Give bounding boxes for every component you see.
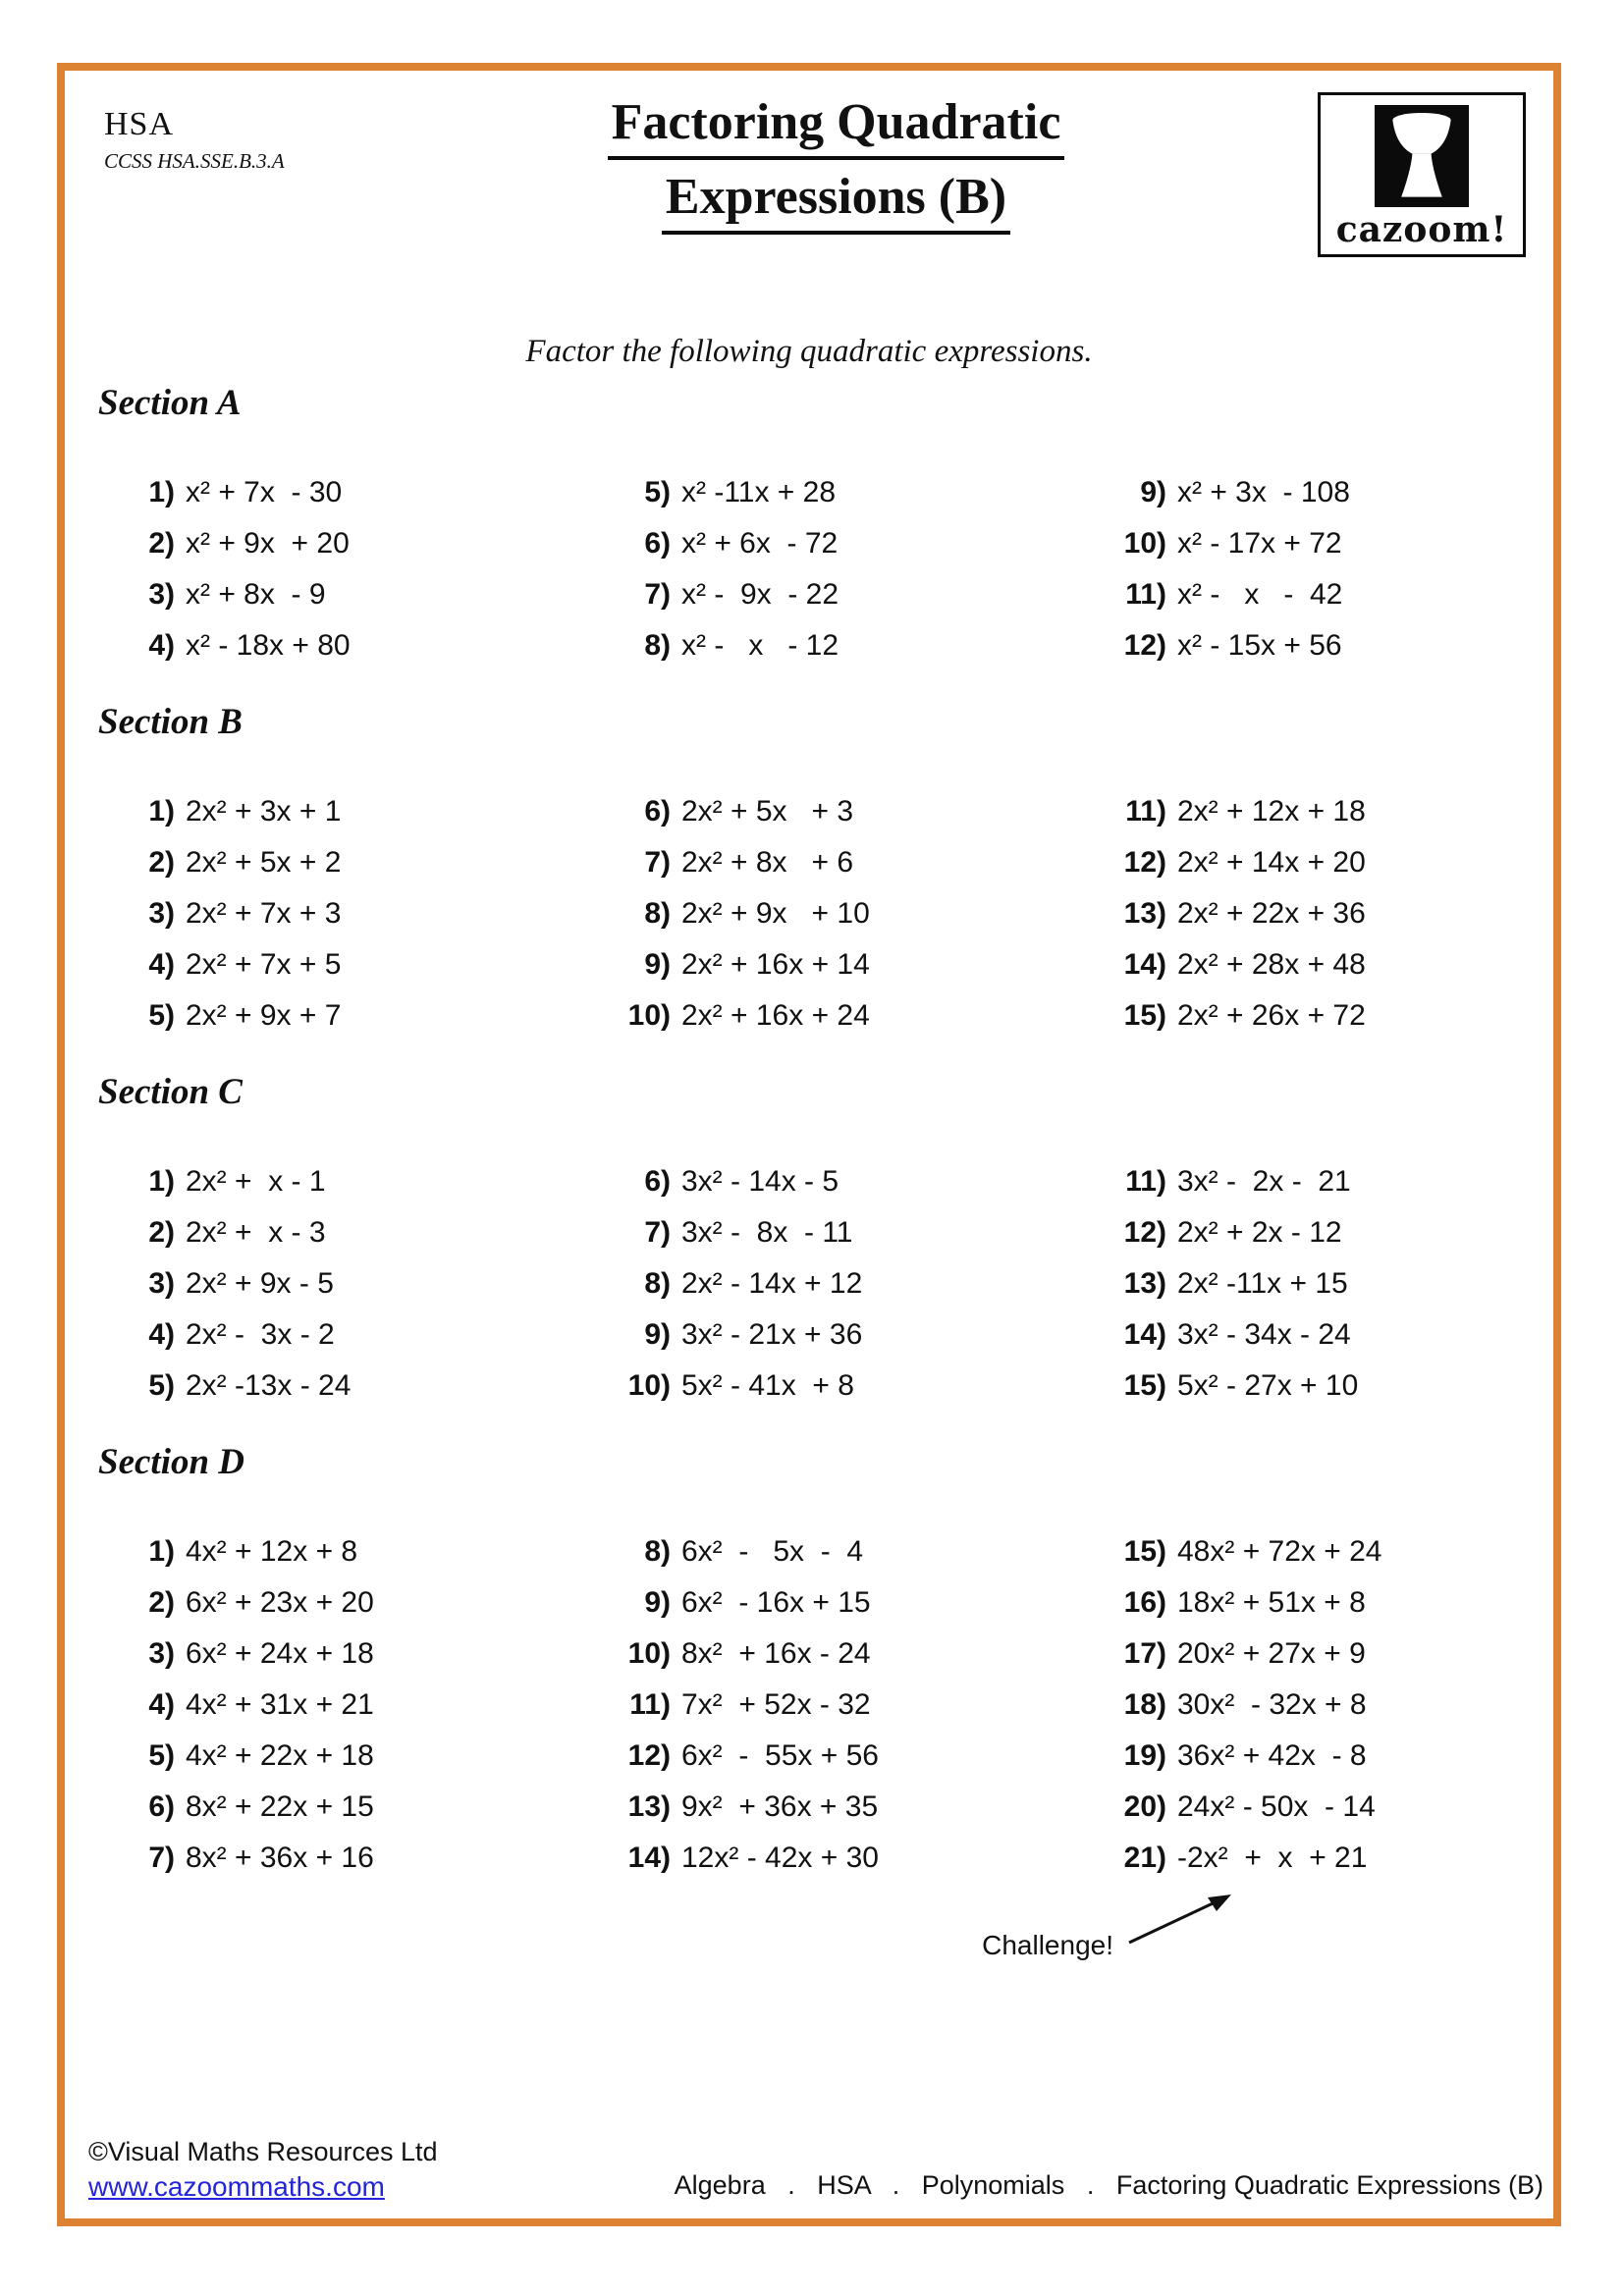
problem-item xyxy=(79,1833,574,1884)
header xyxy=(104,92,1526,257)
problem-item xyxy=(79,569,574,620)
section-heading: Section D xyxy=(98,1442,245,1482)
problem-item xyxy=(1070,1309,1553,1361)
problem-number: 16) xyxy=(1123,1586,1166,1619)
problems-grid xyxy=(65,1526,1553,1884)
problem-expression: 3x² - 34x - 24 xyxy=(1177,1318,1351,1351)
problem-number: 3) xyxy=(148,1637,175,1670)
problem-column xyxy=(79,467,574,671)
problem-expression: 2x² + 5x + 3 xyxy=(681,795,854,828)
challenge-annotation xyxy=(65,1890,1553,1962)
problem-column xyxy=(1070,1526,1553,1884)
problem-expression: 12x² - 42x + 30 xyxy=(681,1842,879,1874)
problem-item xyxy=(1070,990,1553,1041)
problem-item xyxy=(1070,1156,1553,1207)
worksheet-title xyxy=(354,92,1318,243)
problem-expression: 2x² + x - 1 xyxy=(186,1165,326,1198)
problem-expression: 3x² - 14x - 5 xyxy=(681,1165,839,1198)
problem-item xyxy=(1070,1680,1553,1731)
problem-expression: 8x² + 16x - 24 xyxy=(681,1637,871,1670)
problem-expression: 6x² + 24x + 18 xyxy=(186,1637,374,1670)
problem-expression: 3x² - 2x - 21 xyxy=(1177,1165,1351,1198)
problem-expression: 2x² + 12x + 18 xyxy=(1177,795,1366,828)
problem-expression: 3x² - 8x - 11 xyxy=(681,1216,853,1249)
problem-number: 9) xyxy=(1140,476,1166,508)
problems-grid xyxy=(65,1156,1553,1412)
problem-column xyxy=(574,786,1070,1041)
problem-item xyxy=(574,1629,1070,1680)
problem-item xyxy=(1070,1361,1553,1412)
problem-expression: 8x² + 22x + 15 xyxy=(186,1790,374,1823)
problem-expression: x² - 15x + 56 xyxy=(1177,629,1342,662)
problem-column xyxy=(1070,467,1553,671)
problem-column xyxy=(79,1156,574,1412)
problem-expression: x² + 8x - 9 xyxy=(186,578,326,611)
problem-item xyxy=(574,569,1070,620)
problem-number: 4) xyxy=(148,948,175,981)
problem-expression: 36x² + 42x - 8 xyxy=(1177,1739,1367,1772)
problem-number: 12) xyxy=(1123,1216,1166,1249)
problem-expression: 9x² + 36x + 35 xyxy=(681,1790,879,1823)
problem-expression: 20x² + 27x + 9 xyxy=(1177,1637,1366,1670)
problem-number: 7) xyxy=(644,846,671,879)
problem-number: 12) xyxy=(627,1739,671,1772)
problem-expression: 7x² + 52x - 32 xyxy=(681,1688,871,1721)
problem-expression: 2x² + x - 3 xyxy=(186,1216,326,1249)
problem-column xyxy=(574,1526,1070,1884)
problem-item xyxy=(79,1731,574,1782)
problem-expression: 2x² + 28x + 48 xyxy=(1177,948,1366,981)
problem-expression: x² -11x + 28 xyxy=(681,476,837,508)
problem-number: 2) xyxy=(148,527,175,560)
problem-number: 10) xyxy=(627,999,671,1032)
drum-icon xyxy=(1375,105,1469,207)
problem-number: 20) xyxy=(1123,1790,1166,1823)
problem-item xyxy=(79,518,574,569)
problem-expression: x² - x - 42 xyxy=(1177,578,1343,611)
section-c xyxy=(65,1041,1553,1412)
problem-item xyxy=(1070,1782,1553,1833)
problem-item xyxy=(79,1782,574,1833)
problem-item xyxy=(574,1156,1070,1207)
problem-number: 4) xyxy=(148,629,175,662)
problem-number: 5) xyxy=(644,476,671,508)
problem-expression: 30x² - 32x + 8 xyxy=(1177,1688,1367,1721)
problem-expression: 4x² + 12x + 8 xyxy=(186,1535,358,1568)
problem-column xyxy=(574,1156,1070,1412)
problem-expression: 2x² + 14x + 20 xyxy=(1177,846,1366,879)
problem-number: 5) xyxy=(148,999,175,1032)
problem-item xyxy=(79,1309,574,1361)
problem-number: 2) xyxy=(148,846,175,879)
problem-number: 2) xyxy=(148,1216,175,1249)
title-line-2: Expressions (B) xyxy=(662,169,1010,235)
problem-number: 2) xyxy=(148,1586,175,1619)
problem-number: 8) xyxy=(644,629,671,662)
copyright-text: ©Visual Maths Resources Ltd xyxy=(88,2137,438,2166)
section-a xyxy=(65,370,1553,671)
problem-expression: 18x² + 51x + 8 xyxy=(1177,1586,1366,1619)
problem-number: 4) xyxy=(148,1688,175,1721)
problem-item xyxy=(79,786,574,837)
problem-number: 7) xyxy=(644,1216,671,1249)
problem-number: 19) xyxy=(1123,1739,1166,1772)
problem-item xyxy=(79,1680,574,1731)
problem-expression: 4x² + 31x + 21 xyxy=(186,1688,374,1721)
problem-column xyxy=(79,1526,574,1884)
problem-item xyxy=(1070,467,1553,518)
problem-item xyxy=(1070,888,1553,939)
problem-expression: 8x² + 36x + 16 xyxy=(186,1842,374,1874)
problem-expression: x² - 9x - 22 xyxy=(681,578,839,611)
problem-item xyxy=(1070,620,1553,671)
problem-item xyxy=(574,786,1070,837)
course-code: HSA xyxy=(104,106,175,142)
problem-item xyxy=(574,1361,1070,1412)
problem-item xyxy=(574,1731,1070,1782)
problem-number: 15) xyxy=(1123,1535,1166,1568)
problem-expression: 2x² + 7x + 3 xyxy=(186,897,342,930)
problem-number: 14) xyxy=(1123,948,1166,981)
problem-number: 15) xyxy=(1123,1369,1166,1402)
problem-item xyxy=(79,1361,574,1412)
logo-text: cazoom! xyxy=(1335,209,1508,250)
instruction: Factor the following quadratic expressions. xyxy=(525,334,1093,369)
problem-item xyxy=(574,1526,1070,1577)
problem-number: 5) xyxy=(148,1369,175,1402)
problem-expression: 2x² -11x + 15 xyxy=(1177,1267,1348,1300)
problem-item xyxy=(79,1629,574,1680)
problem-item xyxy=(1070,569,1553,620)
problem-number: 7) xyxy=(644,578,671,611)
problem-number: 13) xyxy=(1123,1267,1166,1300)
problem-expression: x² + 7x - 30 xyxy=(186,476,343,508)
problem-item xyxy=(574,1833,1070,1884)
problem-number: 12) xyxy=(1123,846,1166,879)
section-heading: Section B xyxy=(98,702,243,742)
problem-expression: 48x² + 72x + 24 xyxy=(1177,1535,1382,1568)
problem-number: 21) xyxy=(1123,1842,1166,1874)
problem-number: 10) xyxy=(627,1637,671,1670)
problem-item xyxy=(1070,837,1553,888)
problem-expression: 4x² + 22x + 18 xyxy=(186,1739,374,1772)
problem-expression: 3x² - 21x + 36 xyxy=(681,1318,863,1351)
problem-number: 18) xyxy=(1123,1688,1166,1721)
problem-number: 11) xyxy=(629,1688,671,1721)
problem-item xyxy=(574,990,1070,1041)
problem-expression: x² + 6x - 72 xyxy=(681,527,839,560)
problem-column xyxy=(574,467,1070,671)
page-frame xyxy=(57,63,1561,2226)
problem-item xyxy=(79,1526,574,1577)
problem-item xyxy=(1070,1526,1553,1577)
problem-expression: 2x² + 8x + 6 xyxy=(681,846,854,879)
problem-number: 8) xyxy=(644,897,671,930)
problem-expression: 2x² + 9x - 5 xyxy=(186,1267,334,1300)
problem-number: 15) xyxy=(1123,999,1166,1032)
problem-number: 11) xyxy=(1125,578,1166,611)
problem-item xyxy=(1070,939,1553,990)
problem-number: 9) xyxy=(644,1586,671,1619)
title-line-1: Factoring Quadratic xyxy=(608,94,1065,160)
problem-column xyxy=(79,786,574,1041)
problem-item xyxy=(574,837,1070,888)
problem-item xyxy=(574,1258,1070,1309)
problem-expression: 2x² + 22x + 36 xyxy=(1177,897,1366,930)
problem-item xyxy=(1070,786,1553,837)
section-d xyxy=(65,1412,1553,1884)
problem-item xyxy=(574,1577,1070,1629)
problem-number: 6) xyxy=(644,795,671,828)
problem-expression: 2x² + 16x + 24 xyxy=(681,999,870,1032)
problem-item xyxy=(79,467,574,518)
problem-number: 3) xyxy=(148,578,175,611)
problem-item xyxy=(1070,1731,1553,1782)
problem-expression: 6x² - 16x + 15 xyxy=(681,1586,871,1619)
challenge-label: Challenge! xyxy=(982,1930,1113,1960)
problem-number: 9) xyxy=(644,1318,671,1351)
problem-item xyxy=(79,1577,574,1629)
problem-expression: 2x² + 3x + 1 xyxy=(186,795,342,828)
problem-number: 4) xyxy=(148,1318,175,1351)
problem-expression: 2x² + 16x + 14 xyxy=(681,948,870,981)
problem-item xyxy=(79,1258,574,1309)
challenge-arrow-icon xyxy=(1125,1888,1241,1949)
problem-number: 10) xyxy=(1123,527,1166,560)
website-link[interactable]: www.cazoommaths.com xyxy=(88,2171,385,2202)
problem-expression: 2x² + 5x + 2 xyxy=(186,846,342,879)
problem-number: 11) xyxy=(1125,1165,1166,1198)
breadcrumb: Algebra . HSA . Polynomials . Factoring Quadratic Expressions (B) xyxy=(674,2170,1543,2200)
problem-number: 5) xyxy=(148,1739,175,1772)
problem-expression: 2x² + 9x + 7 xyxy=(186,999,342,1032)
problem-column xyxy=(1070,1156,1553,1412)
problem-number: 11) xyxy=(1125,795,1166,828)
problem-expression: 6x² + 23x + 20 xyxy=(186,1586,374,1619)
problem-item xyxy=(79,1156,574,1207)
section-heading: Section A xyxy=(98,383,242,423)
footer xyxy=(65,2132,1553,2218)
problem-expression: x² - 18x + 80 xyxy=(186,629,351,662)
problem-expression: 2x² - 3x - 2 xyxy=(186,1318,335,1351)
problem-expression: 2x² + 9x + 10 xyxy=(681,897,870,930)
problem-expression: 6x² - 55x + 56 xyxy=(681,1739,879,1772)
problem-item xyxy=(1070,1207,1553,1258)
problem-expression: x² + 9x + 20 xyxy=(186,527,350,560)
problem-number: 13) xyxy=(1123,897,1166,930)
problem-expression: 24x² - 50x - 14 xyxy=(1177,1790,1376,1823)
problem-item xyxy=(574,1309,1070,1361)
problem-number: 8) xyxy=(644,1535,671,1568)
problem-item xyxy=(1070,1629,1553,1680)
problem-number: 1) xyxy=(148,795,175,828)
problem-number: 3) xyxy=(148,897,175,930)
problem-number: 6) xyxy=(148,1790,175,1823)
problem-item xyxy=(1070,1833,1553,1884)
problem-expression: 2x² - 14x + 12 xyxy=(681,1267,863,1300)
problem-item xyxy=(574,939,1070,990)
problem-number: 8) xyxy=(644,1267,671,1300)
problem-expression: x² - 17x + 72 xyxy=(1177,527,1342,560)
problem-item xyxy=(574,1782,1070,1833)
problem-expression: 5x² - 41x + 8 xyxy=(681,1369,854,1402)
problem-number: 9) xyxy=(644,948,671,981)
problem-number: 14) xyxy=(627,1842,671,1874)
problem-expression: 6x² - 5x - 4 xyxy=(681,1535,864,1568)
problem-expression: x² + 3x - 108 xyxy=(1177,476,1350,508)
cazoom-logo xyxy=(1318,92,1526,257)
problem-number: 12) xyxy=(1123,629,1166,662)
problem-item xyxy=(1070,1258,1553,1309)
problems-grid xyxy=(65,467,1553,671)
problem-item xyxy=(574,1207,1070,1258)
problem-item xyxy=(79,837,574,888)
problem-number: 10) xyxy=(627,1369,671,1402)
problem-item xyxy=(79,1207,574,1258)
problem-expression: -2x² + x + 21 xyxy=(1177,1842,1368,1874)
problem-number: 13) xyxy=(627,1790,671,1823)
problem-number: 3) xyxy=(148,1267,175,1300)
problem-item xyxy=(574,1680,1070,1731)
problem-item xyxy=(574,467,1070,518)
problem-item xyxy=(1070,518,1553,569)
problem-expression: x² - x - 12 xyxy=(681,629,839,662)
problem-expression: 2x² + 2x - 12 xyxy=(1177,1216,1342,1249)
section-heading: Section C xyxy=(98,1072,243,1112)
problem-number: 17) xyxy=(1123,1637,1166,1670)
problem-expression: 2x² + 7x + 5 xyxy=(186,948,342,981)
problem-number: 7) xyxy=(148,1842,175,1874)
section-b xyxy=(65,671,1553,1041)
problem-item xyxy=(1070,1577,1553,1629)
problem-number: 14) xyxy=(1123,1318,1166,1351)
problem-expression: 5x² - 27x + 10 xyxy=(1177,1369,1359,1402)
problem-item xyxy=(79,990,574,1041)
footer-left xyxy=(88,2132,438,2203)
problem-number: 6) xyxy=(644,527,671,560)
problem-item xyxy=(574,518,1070,569)
problem-expression: 2x² + 26x + 72 xyxy=(1177,999,1366,1032)
problem-number: 1) xyxy=(148,1165,175,1198)
problem-item xyxy=(79,939,574,990)
ccss-code: CCSS HSA.SSE.B.3.A xyxy=(104,149,285,173)
problem-number: 1) xyxy=(148,1535,175,1568)
header-left xyxy=(104,92,354,174)
problem-expression: 2x² -13x - 24 xyxy=(186,1369,352,1402)
problem-item xyxy=(574,888,1070,939)
problem-item xyxy=(574,620,1070,671)
problem-item xyxy=(79,888,574,939)
problem-number: 1) xyxy=(148,476,175,508)
problem-column xyxy=(1070,786,1553,1041)
problem-number: 6) xyxy=(644,1165,671,1198)
problems-grid xyxy=(65,786,1553,1041)
problem-item xyxy=(79,620,574,671)
